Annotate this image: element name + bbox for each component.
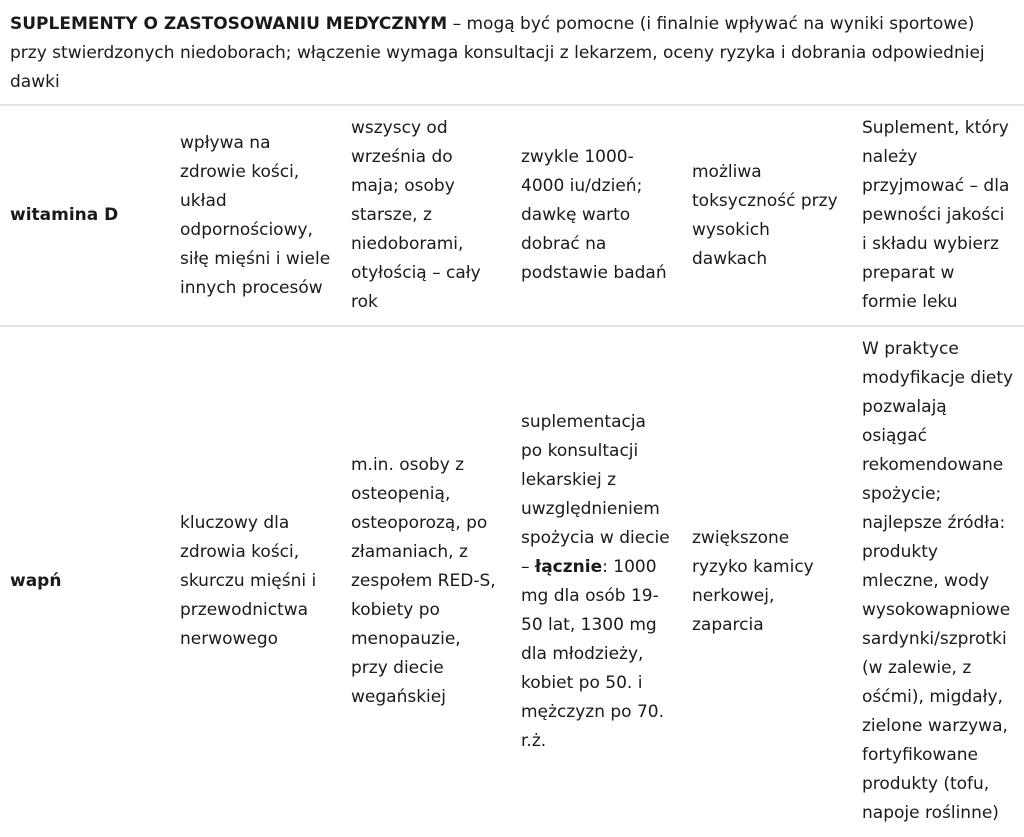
supplement-dose	[511, 326, 682, 836]
section-header	[0, 0, 1024, 106]
header-text: – mogą być pomocne (i finalnie wpływać na wyniki sportowe) przy stwierdzonych niedoborach; włączenie wymaga konsultacji z lekarzem, oceny ryzyka i dobrania odpowiedniej dawki	[10, 14, 985, 92]
supplement-notes: Suplement, który należy przyjmować – dla pewności jakości i składu wybierz preparat w formie leku	[852, 106, 1024, 326]
supplement-name: wapń	[10, 571, 62, 591]
supplement-effect: wpływa na zdrowie kości, układ odpornościowy, siłę mięśni i wiele innych procesów	[170, 106, 341, 326]
supplement-who: m.in. osoby z osteopenią, osteoporozą, po złamaniach, z zespołem RED-S, kobiety po menopauzie, przy diecie wegańskiej	[351, 455, 496, 707]
supplement-risk: możliwa toksyczność przy wysokich dawkach	[682, 106, 852, 326]
supplement-who: wszyscy od września do maja; osoby starsze, z niedoborami, otyłością – cały rok	[341, 106, 511, 326]
dose-text-strong: łącznie	[534, 556, 603, 577]
table-row	[0, 106, 1024, 326]
table-row	[0, 326, 1024, 836]
dose-text-post: : 1000 mg dla osób 19-50 lat, 1300 mg dla młodzieży, kobiet po 50. i mężczyzn po 70. r.ż.	[521, 556, 665, 751]
supplement-dose: zwykle 1000-4000 iu/dzień; dawkę warto dobrać na podstawie badań	[511, 106, 682, 326]
supplement-effect: kluczowy dla zdrowia kości, skurczu mięśni i przewodnictwa nerwowego	[180, 513, 317, 649]
supplement-risk: zwiększone ryzyko kamicy nerkowej, zaparcia	[692, 527, 814, 635]
supplement-notes: W praktyce modyfikacje diety pozwalają osiągać rekomendowane spożycie; najlepsze źródła: produkty mleczne, wody wysokowapniowe sardynki/szprotki (w zalewie, z ośćmi), migdały, zielone warzywa, fortyfikowane produkty (tofu, napoje roślinne)	[862, 339, 1014, 823]
supplements-table	[0, 106, 1024, 836]
header-lead: SUPLEMENTY O ZASTOSOWANIU MEDYCZNYM	[10, 14, 448, 34]
dose-text-pre: suplementacja po konsultacji lekarskiej z uwzględnieniem spożycia w diecie –	[521, 411, 670, 577]
supplement-name: witamina D	[0, 106, 170, 326]
